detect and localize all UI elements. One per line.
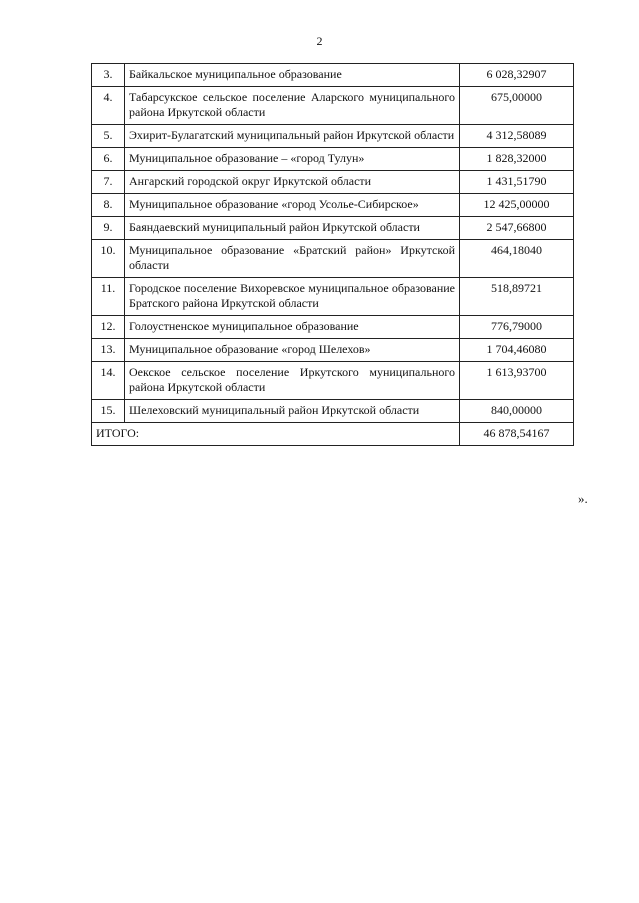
row-number: 9.	[92, 217, 125, 240]
amount: 1 704,46080	[460, 339, 574, 362]
table-row	[92, 339, 574, 362]
municipality-name: Эхирит-Булагатский муниципальный район Иркутской области	[125, 125, 460, 148]
table-row	[92, 148, 574, 171]
row-number: 5.	[92, 125, 125, 148]
amount: 464,18040	[460, 240, 574, 278]
row-number: 6.	[92, 148, 125, 171]
municipality-name: Ангарский городской округ Иркутской области	[125, 171, 460, 194]
municipality-name: Муниципальное образование – «город Тулун»	[125, 148, 460, 171]
amount: 2 547,66800	[460, 217, 574, 240]
table-row	[92, 316, 574, 339]
row-number: 10.	[92, 240, 125, 278]
municipality-name: Муниципальное образование «Братский район» Иркутской области	[125, 240, 460, 278]
table-row	[92, 240, 574, 278]
table-row	[92, 194, 574, 217]
table-row	[92, 362, 574, 400]
budget-table	[91, 63, 574, 446]
table-row	[92, 171, 574, 194]
amount: 840,00000	[460, 400, 574, 423]
municipality-name: Баяндаевский муниципальный район Иркутской области	[125, 217, 460, 240]
closing-quote: ».	[578, 491, 588, 506]
total-amount: 46 878,54167	[460, 423, 574, 446]
amount: 1 613,93700	[460, 362, 574, 400]
row-number: 11.	[92, 278, 125, 316]
row-number: 13.	[92, 339, 125, 362]
row-number: 7.	[92, 171, 125, 194]
municipality-name: Голоустненское муниципальное образование	[125, 316, 460, 339]
amount: 6 028,32907	[460, 64, 574, 87]
table-row	[92, 400, 574, 423]
total-label: ИТОГО:	[92, 423, 460, 446]
table-row	[92, 64, 574, 87]
municipality-name: Городское поселение Вихоревское муниципальное образование Братского района Иркутской области	[125, 278, 460, 316]
table-row	[92, 278, 574, 316]
municipality-name: Муниципальное образование «город Шелехов»	[125, 339, 460, 362]
page-number: 2	[316, 34, 323, 48]
row-number: 15.	[92, 400, 125, 423]
amount: 518,89721	[460, 278, 574, 316]
amount: 1 431,51790	[460, 171, 574, 194]
municipality-name: Табарсукское сельское поселение Аларского муниципального района Иркутской области	[125, 87, 460, 125]
total-row	[92, 423, 574, 446]
table-row	[92, 87, 574, 125]
row-number: 8.	[92, 194, 125, 217]
row-number: 14.	[92, 362, 125, 400]
amount: 776,79000	[460, 316, 574, 339]
amount: 675,00000	[460, 87, 574, 125]
amount: 1 828,32000	[460, 148, 574, 171]
table-row	[92, 125, 574, 148]
amount: 4 312,58089	[460, 125, 574, 148]
municipality-name: Шелеховский муниципальный район Иркутской области	[125, 400, 460, 423]
row-number: 3.	[92, 64, 125, 87]
municipality-name: Оекское сельское поселение Иркутского муниципального района Иркутской области	[125, 362, 460, 400]
amount: 12 425,00000	[460, 194, 574, 217]
row-number: 12.	[92, 316, 125, 339]
table-row	[92, 217, 574, 240]
municipality-name: Муниципальное образование «город Усолье-Сибирское»	[125, 194, 460, 217]
municipality-name: Байкальское муниципальное образование	[125, 64, 460, 87]
row-number: 4.	[92, 87, 125, 125]
